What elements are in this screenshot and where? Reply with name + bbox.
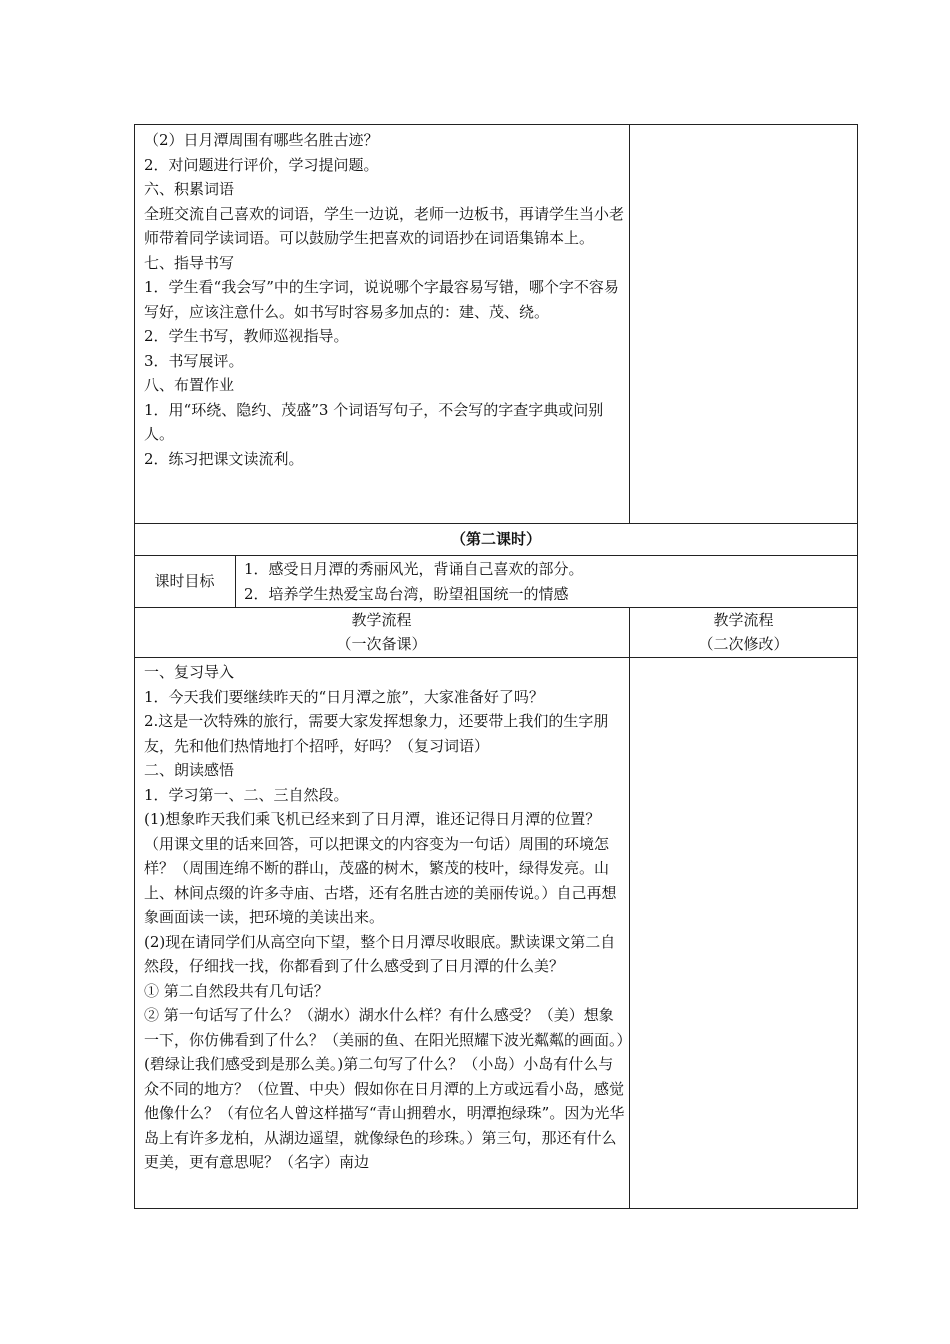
column-divider-top: [629, 124, 630, 523]
goal-label-divider: [235, 555, 236, 607]
flow-header-left-title: 教学流程: [351, 611, 412, 629]
text-line: ① 第二自然段共有几句话？: [144, 981, 329, 1000]
text-line: 1．学生看“我会写”中的生字词，说说哪个字最容易写错，哪个字不容易写好，应该注意什么。如书写时容易多加点的：建、茂、绕。: [144, 278, 619, 321]
flow-header-right-title: 教学流程: [713, 611, 774, 629]
section-heading: 八、布置作业: [144, 376, 235, 394]
second-lesson-flow: [144, 660, 626, 1175]
flow-header-left-sub: （一次备课）: [336, 635, 427, 653]
text-line: 2.这是一次特殊的旅行，需要大家发挥想象力，还要带上我们的生字朋友，先和他们热情地打个招呼，好吗？（复习词语）: [144, 712, 609, 755]
second-lesson-header: （第二课时）: [450, 530, 541, 548]
row-divider-flow-body-top: [134, 657, 858, 658]
first-lesson-continued: [144, 128, 626, 471]
section-heading: 二、朗读感悟: [144, 761, 235, 779]
goal-label: 课时目标: [154, 572, 215, 590]
goal-item: 1．感受日月潭的秀丽风光，背诵自己喜欢的部分。: [244, 560, 584, 578]
text-line: 1．学习第一、二、三自然段。: [144, 785, 349, 804]
text-line: 全班交流自己喜欢的词语，学生一边说，老师一边板书，再请学生当小老师带着同学读词语。可以鼓励学生把喜欢的词语抄在词语集锦本上。: [144, 204, 625, 247]
text-line: ② 第一句话写了什么？（湖水）湖水什么样？有什么感受？（美）想象一下，你仿佛看到了什么？（美丽的鱼、在阳光照耀下波光粼粼的画面。）(碧绿让我们感受到是那么美。)第二句写了什么？（小岛）小岛有什么与众不同的地方？（位置、中央）假如你在日月潭的上方或远看小岛，感觉他像什么？（有位名人曾这样描写“青山拥碧水，明潭抱绿珠”。因为光华岛上有许多龙柏，从湖边遥望，就像绿色的珍珠。）第三句，那还有什么更美，更有意思呢？（名字）南边: [144, 1006, 625, 1171]
section-heading: 七、指导书写: [144, 253, 235, 272]
section-heading: 一、复习导入: [144, 663, 235, 681]
text-line: 2．对问题进行评价，学习提问题。: [144, 155, 379, 174]
text-line: 2．练习把课文读流利。: [144, 449, 304, 468]
section-heading: 六、积累词语: [144, 180, 235, 198]
flow-header-right-sub: （二次修改）: [698, 635, 789, 653]
column-divider-bottom: [629, 607, 630, 1209]
row-divider-goals-top: [134, 555, 858, 556]
text-line: 1．今天我们要继续昨天的“日月潭之旅”，大家准备好了吗？: [144, 687, 544, 706]
text-line: 3．书写展评。: [144, 351, 244, 370]
text-line: （2）日月潭周围有哪些名胜古迹？: [144, 131, 379, 149]
row-divider-second-lesson-top: [134, 523, 858, 524]
text-line: 2．学生书写，教师巡视指导。: [144, 327, 349, 345]
text-line: 1．用“环绕、隐约、茂盛”3 个词语写句子，不会写的字查字典或问别人。: [144, 400, 604, 443]
text-line: (2)现在请同学们从高空向下望，整个日月潭尽收眼底。默读课文第二自然段，仔细找一找，你都看到了什么感受到了日月潭的什么美？: [144, 932, 616, 975]
text-line: (1)想象昨天我们乘飞机已经来到了日月潭，谁还记得日月潭的位置？（用课文里的话来回答，可以把课文的内容变为一句话）周围的环境怎样？（周围连绵不断的群山，茂盛的树木，繁茂的枝叶，绿得发亮。山上、林间点缀的许多寺庙、古塔，还有名胜古迹的美丽传说。）自己再想象画面读一读，把环境的美读出来。: [144, 810, 617, 926]
goal-item: 2．培养学生热爱宝岛台湾，盼望祖国统一的情感: [244, 585, 569, 603]
